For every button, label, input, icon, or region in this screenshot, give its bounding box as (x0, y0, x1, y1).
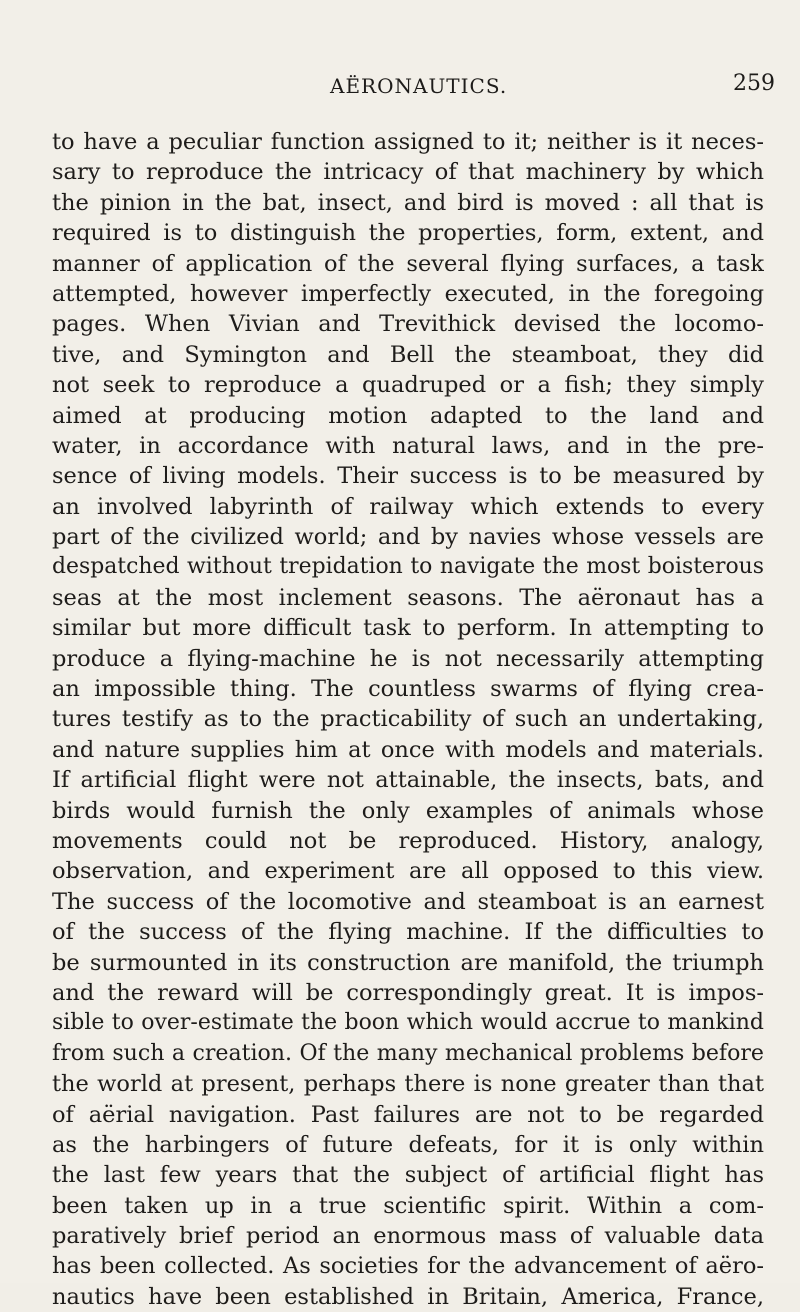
text-line: sary to reproduce the intricacy of that machinery by which (52, 159, 764, 186)
text-line: observation, and experiment are all opposed to this view. (52, 858, 764, 885)
text-line: tive, and Symington and Bell the steamboat, they did (52, 341, 764, 368)
text-line: of the success of the flying machine. If the difficulties to (52, 919, 764, 946)
text-line: If artificial flight were not attainable, the insects, bats, and (52, 767, 764, 794)
text-line: not seek to reproduce a quadruped or a fish; they simply (52, 372, 764, 399)
text-line: paratively brief period an enormous mass of valuable data (52, 1223, 764, 1250)
running-head: AËRONAUTICS. (330, 74, 508, 98)
text-line: the pinion in the bat, insect, and bird is moved : all that is (52, 189, 764, 216)
text-line: an impossible thing. The countless swarms of flying crea- (52, 676, 764, 703)
text-line: despatched without trepidation to navigate the most boisterous (52, 554, 764, 580)
text-line: aimed at producing motion adapted to the land and (52, 402, 764, 429)
text-line: the world at present, perhaps there is none greater than that (52, 1071, 764, 1098)
text-line: birds would furnish the only examples of animals whose (52, 797, 764, 824)
text-line: water, in accordance with natural laws, and in the pre- (52, 432, 764, 459)
text-line: attempted, however imperfectly executed, in the foregoing (52, 280, 764, 307)
text-line: sence of living models. Their success is to be measured by (52, 463, 764, 490)
text-line: of aërial navigation. Past failures are not to be regarded (52, 1101, 764, 1128)
text-line: and nature supplies him at once with models and materials. (52, 736, 764, 763)
body-text (52, 127, 764, 1312)
text-line: seas at the most inclement seasons. The aëronaut has a (52, 584, 764, 611)
text-line: The success of the locomotive and steamboat is an earnest (52, 888, 764, 915)
text-line: required is to distinguish the properties, form, extent, and (52, 220, 764, 247)
text-line: similar but more difficult task to perform. In attempting to (52, 615, 764, 642)
text-line: manner of application of the several flying surfaces, a task (52, 250, 764, 277)
text-line: movements could not be reproduced. History, analogy, (52, 827, 764, 854)
text-line: produce a flying-machine he is not necessarily attempting (52, 645, 764, 672)
text-line: be surmounted in its construction are manifold, the triumph (52, 949, 764, 976)
text-line: and the reward will be correspondingly great. It is impos- (52, 979, 764, 1006)
text-line: nautics have been established in Britain, America, France, (52, 1283, 764, 1310)
text-line: tures testify as to the practicability of such an undertaking, (52, 706, 764, 733)
text-line: has been collected. As societies for the advancement of aëro- (52, 1253, 764, 1280)
text-line: from such a creation. Of the many mechanical problems before (52, 1040, 764, 1066)
text-line: as the harbingers of future defeats, for it is only within (52, 1131, 764, 1158)
page-header (0, 71, 800, 106)
text-line: an involved labyrinth of railway which extends to every (52, 493, 764, 520)
text-line: sible to over-estimate the boon which would accrue to mankind (52, 1010, 764, 1036)
text-line: part of the civilized world; and by navies whose vessels are (52, 524, 764, 551)
page-number: 259 (733, 71, 775, 96)
text-line: the last few years that the subject of artificial flight has (52, 1162, 764, 1189)
text-line: been taken up in a true scientific spirit. Within a com- (52, 1192, 764, 1219)
text-line: to have a peculiar function assigned to it; neither is it neces- (52, 129, 764, 155)
text-line: pages. When Vivian and Trevithick devised the locomo- (52, 311, 764, 338)
